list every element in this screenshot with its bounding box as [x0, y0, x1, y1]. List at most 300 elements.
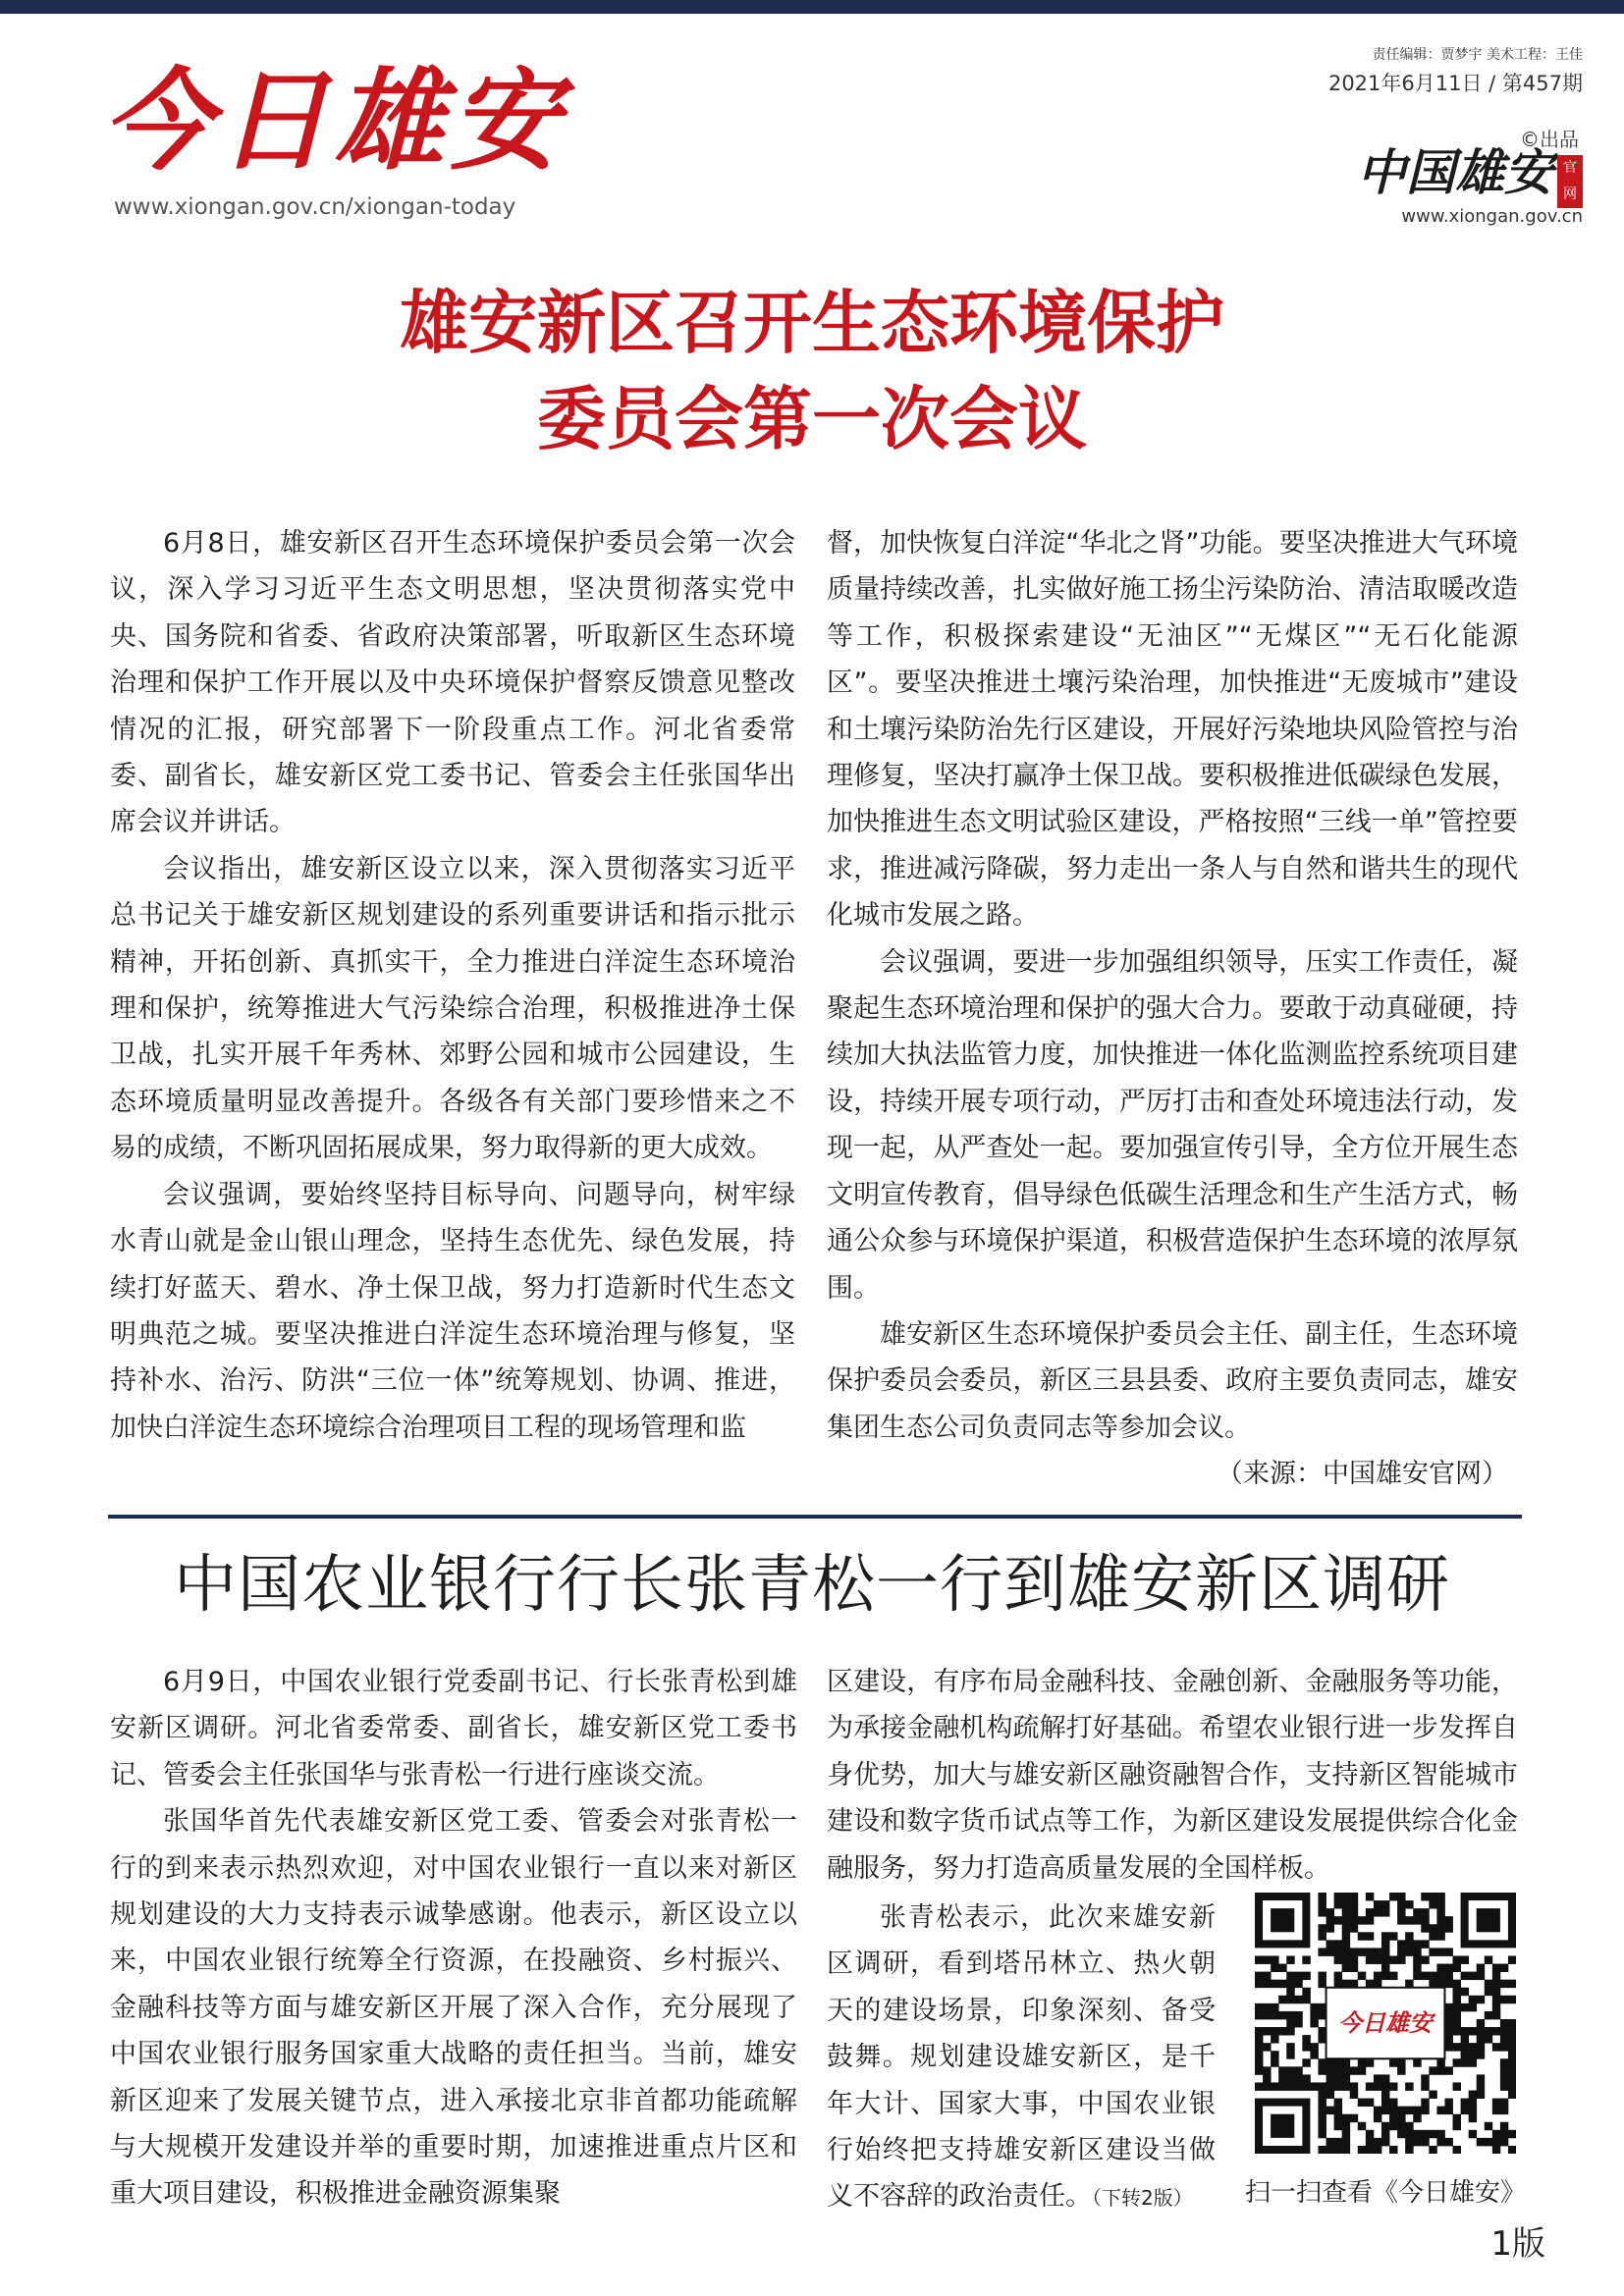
qr-module [1508, 2058, 1516, 2066]
qr-module [1405, 2130, 1413, 2138]
qr-module [1318, 2107, 1326, 2114]
qr-module [1397, 2058, 1405, 2066]
qr-module [1397, 1916, 1405, 1924]
qr-module [1413, 1940, 1421, 1948]
qr-module [1397, 2107, 1405, 2114]
qr-module [1342, 2082, 1350, 2090]
qr-module [1318, 2130, 1326, 2138]
qr-module [1255, 2082, 1263, 2090]
qr-module [1508, 2091, 1516, 2099]
qr-module [1286, 1980, 1294, 1988]
qr-module [1358, 2058, 1366, 2066]
qr-module [1302, 1988, 1310, 1996]
qr-module [1492, 2027, 1500, 2035]
qr-module [1350, 1955, 1358, 1963]
qr-module [1461, 2035, 1469, 2043]
qr-module [1366, 1932, 1374, 1940]
qr-module [1477, 2027, 1485, 2035]
qr-module [1429, 1948, 1436, 1955]
qr-module [1469, 2091, 1477, 2099]
qr-module [1477, 2138, 1485, 2146]
qr-module [1477, 1972, 1485, 1980]
qr-module [1271, 2035, 1278, 2043]
qr-module [1469, 2027, 1477, 2035]
article1-continuation: 督，加快恢复白洋淀“华北之肾”功能。要坚决推进大气环境质量持续改善，扎实做好施工扬尘污染防治、清洁取暖改造等工作，积极探索建设“无油区”“无煤区”“无石化能源区”。要坚决推进土壤污染治理，加快推进“无废城市”建设和土壤污染防治先行区建设，开展好污染地块风险管控与治理修复，坚决打赢净土保卫战。要积极推进低碳绿色发展，加快推进生态文明试验区建设，严格按照“三线一单”管控要求，推进减污降碳，努力走出一条人与自然和谐共生的现代化城市发展之路。 [827, 528, 1518, 932]
qr-module [1374, 2082, 1381, 2090]
qr-module [1413, 2058, 1421, 2066]
qr-module [1278, 1996, 1286, 2003]
qr-module [1381, 1900, 1389, 1908]
qr-module [1453, 1996, 1461, 2003]
qr-module [1421, 2099, 1429, 2107]
qr-module [1436, 2058, 1444, 2066]
qr-module [1318, 2066, 1326, 2074]
qr-module [1263, 2074, 1271, 2082]
qr-module [1492, 2011, 1500, 2019]
qr-module [1358, 2099, 1366, 2107]
qr-module [1444, 2027, 1452, 2035]
qr-module [1302, 2074, 1310, 2082]
qr-module [1326, 1916, 1334, 1924]
qr-module [1278, 2066, 1286, 2074]
qr-module [1485, 2011, 1492, 2019]
qr-module [1492, 2138, 1500, 2146]
article2-headline: 中国农业银行行长张青松一行到雄安新区调研 [174, 1549, 1450, 1622]
qr-module [1477, 2074, 1485, 2082]
qr-module [1485, 1988, 1492, 1996]
qr-module [1508, 2146, 1516, 2154]
qr-module [1405, 1948, 1413, 1955]
qr-module [1500, 2058, 1508, 2066]
qr-module [1342, 1940, 1350, 1948]
qr-module [1508, 2051, 1516, 2058]
qr-module [1342, 1893, 1350, 1900]
qr-module [1477, 2051, 1485, 2058]
publisher-url[interactable]: www.xiongan.gov.cn [1401, 206, 1583, 227]
qr-module [1492, 2130, 1500, 2138]
qr-module [1263, 1972, 1271, 1980]
qr-module [1508, 2074, 1516, 2082]
qr-module [1350, 2091, 1358, 2099]
qr-module [1397, 1908, 1405, 1916]
qr-module [1255, 2011, 1263, 2019]
qr-module [1500, 1964, 1508, 1972]
qr-module [1381, 2107, 1389, 2114]
masthead-url[interactable]: www.xiongan.gov.cn/xiongan-today [114, 194, 516, 220]
qr-module [1397, 1893, 1405, 1900]
qr-module [1429, 1932, 1436, 1940]
qr-module [1444, 2138, 1452, 2146]
article1-paragraph: 雄安新区生态环境保护委员会主任、副主任，生态环境保护委员会委员，新区三县县委、政府主要负责同志，雄安集团生态公司负责同志等参加会议。 [827, 1318, 1518, 1443]
qr-module [1461, 2051, 1469, 2058]
article2-right-narrow-column [827, 1895, 1216, 2222]
qr-module [1350, 1900, 1358, 1908]
qr-module [1508, 2066, 1516, 2074]
qr-module [1342, 2066, 1350, 2074]
qr-module [1358, 2066, 1366, 2074]
qr-module [1469, 2099, 1477, 2107]
qr-module [1461, 1972, 1469, 1980]
qr-module [1485, 2138, 1492, 2146]
article2-paragraph: 6月9日，中国农业银行党委副书记、行长张青松到雄安新区调研。河北省委常委、副省长，雄安新区党工委书记、管委会主任张国华与张青松一行进行座谈交流。 [110, 1667, 797, 1790]
qr-module [1500, 2122, 1508, 2130]
qr-module [1286, 1972, 1294, 1980]
qr-module [1366, 2130, 1374, 2138]
qr-module [1381, 1908, 1389, 1916]
qr-module [1381, 2082, 1389, 2090]
qr-module [1310, 2011, 1318, 2019]
qr-module [1461, 1988, 1469, 1996]
qr-module [1453, 2114, 1461, 2122]
qr-module [1374, 1972, 1381, 1980]
qr-module [1453, 2043, 1461, 2051]
qr-module [1485, 1980, 1492, 1988]
qr-module [1436, 1948, 1444, 1955]
qr-module [1302, 2043, 1310, 2051]
qr-module [1334, 1900, 1342, 1908]
qr-module [1271, 2082, 1278, 2090]
qr-module [1374, 2074, 1381, 2082]
qr-module [1381, 1972, 1389, 1980]
qr-module [1350, 2066, 1358, 2074]
qr-module [1453, 2011, 1461, 2019]
qr-module [1413, 2107, 1421, 2114]
issue-meta [1328, 45, 1583, 98]
qr-module [1381, 1948, 1389, 1955]
qr-module [1477, 2043, 1485, 2051]
qr-module [1342, 2114, 1350, 2122]
top-bar [0, 0, 1624, 14]
qr-module [1389, 2058, 1397, 2066]
qr-module [1366, 2099, 1374, 2107]
qr-module [1429, 2091, 1436, 2099]
qr-module [1500, 1996, 1508, 2003]
qr-module [1500, 2035, 1508, 2043]
qr-code[interactable] [1255, 1893, 1516, 2154]
qr-module [1310, 2003, 1318, 2011]
qr-module [1271, 1980, 1278, 1988]
article2-paragraph [827, 1895, 1216, 2222]
qr-module [1397, 2114, 1405, 2122]
article1-source: （来源：中国雄安官网） [1217, 1459, 1508, 1490]
qr-module [1429, 1972, 1436, 1980]
qr-module [1381, 2091, 1389, 2099]
qr-module [1334, 1955, 1342, 1963]
qr-module [1310, 2043, 1318, 2051]
qr-module [1255, 1980, 1263, 1988]
qr-module [1421, 2082, 1429, 2090]
article1-paragraph: 会议指出，雄安新区设立以来，深入贯彻落实习近平总书记关于雄安新区规划建设的系列重要讲话和指示批示精神，开拓创新、真抓实干，全力推进白洋淀生态环境治理和保护，统筹推进大气污染综合治理，积极推进净土保卫战，扎实开展千年秀林、郊野公园和城市公园建设，生态环境质量明显改善提升。各级各有关部门要珍惜来之不易的成绩，不断巩固拓展成果，努力取得新的更大成效。 [110, 853, 795, 1164]
qr-module [1342, 1900, 1350, 1908]
qr-module [1381, 1955, 1389, 1963]
qr-module [1278, 2011, 1286, 2019]
qr-module [1271, 2003, 1278, 2011]
qr-module [1342, 1908, 1350, 1916]
qr-module [1358, 1916, 1366, 1924]
qr-module [1461, 2027, 1469, 2035]
article1-paragraph: 会议强调，要进一步加强组织领导，压实工作责任，凝聚起生态环境治理和保护的强大合力。要敢于动真碰硬，持续加大执法监管力度，加快推进一体化监测监控系统项目建设，持续开展专项行动，严厉打击和查处环境违法行动，发现一起，从严查处一起。要加强宣传引导，全方位开展生态文明宣传教育，倡导绿色低碳生活理念和生产生活方式，畅通公众参与环境保护渠道，积极营造保护生态环境的浓厚氛围。 [827, 946, 1518, 1304]
qr-module [1485, 2122, 1492, 2130]
qr-module [1342, 2138, 1350, 2146]
qr-module [1302, 1996, 1310, 2003]
qr-module [1310, 2051, 1318, 2058]
qr-module [1453, 2082, 1461, 2090]
qr-module [1255, 1955, 1263, 1963]
qr-module [1389, 1955, 1397, 1963]
qr-module [1461, 2003, 1469, 2011]
qr-module [1477, 2091, 1485, 2099]
qr-module [1421, 2130, 1429, 2138]
qr-module [1397, 1955, 1405, 1963]
qr-module [1485, 1955, 1492, 1963]
qr-module [1350, 2114, 1358, 2122]
qr-module [1334, 1972, 1342, 1980]
qr-module [1350, 1948, 1358, 1955]
qr-module [1405, 2082, 1413, 2090]
qr-module [1492, 2099, 1500, 2107]
qr-module [1286, 1996, 1294, 2003]
qr-module [1334, 2066, 1342, 2074]
qr-module [1444, 1948, 1452, 1955]
qr-module [1444, 2099, 1452, 2107]
qr-module [1366, 1908, 1374, 1916]
qr-module [1508, 2130, 1516, 2138]
qr-module [1413, 1948, 1421, 1955]
article1-right-column [827, 520, 1518, 1498]
qr-module [1302, 1955, 1310, 1963]
qr-module [1318, 1924, 1326, 1932]
qr-module [1444, 1924, 1452, 1932]
qr-module [1444, 2043, 1452, 2051]
qr-module [1500, 2027, 1508, 2035]
qr-module [1334, 2107, 1342, 2114]
qr-module [1286, 2051, 1294, 2058]
qr-module [1389, 2107, 1397, 2114]
qr-module [1469, 2130, 1477, 2138]
qr-module [1477, 1996, 1485, 2003]
qr-module [1436, 1893, 1444, 1900]
qr-module [1492, 2107, 1500, 2114]
qr-module [1294, 1996, 1302, 2003]
qr-module [1492, 1988, 1500, 1996]
qr-module [1302, 1972, 1310, 1980]
qr-module [1413, 1916, 1421, 1924]
produced-by: ©出品 [1520, 128, 1579, 151]
article1-left-column [110, 520, 795, 1451]
qr-module [1334, 2082, 1342, 2090]
qr-module [1492, 2146, 1500, 2154]
qr-module [1421, 1893, 1429, 1900]
article2-paragraph-text: 张青松表示，此次来雄安新区调研，看到塔吊林立、热火朝天的建设场景，印象深刻、备受鼓舞。规划建设雄安新区，是千年大计、国家大事，中国农业银行始终把支持雄安新区建设当做义不容辞的政治责任。 [827, 1902, 1216, 2213]
qr-module [1358, 1948, 1366, 1955]
qr-module [1429, 2066, 1436, 2074]
qr-module [1334, 2114, 1342, 2122]
qr-module [1286, 2043, 1294, 2051]
qr-module [1436, 1972, 1444, 1980]
qr-module [1429, 1924, 1436, 1932]
qr-module [1271, 2011, 1278, 2019]
qr-module [1326, 2107, 1334, 2114]
qr-module [1374, 2114, 1381, 2122]
qr-module [1358, 1932, 1366, 1940]
qr-module [1397, 1940, 1405, 1948]
qr-module [1461, 2099, 1469, 2107]
qr-module [1302, 2082, 1310, 2090]
publisher-block [1327, 122, 1583, 230]
qr-module [1461, 2107, 1469, 2114]
qr-module [1413, 2130, 1421, 2138]
qr-module [1374, 1955, 1381, 1963]
qr-module [1453, 1964, 1461, 1972]
qr-module [1278, 1980, 1286, 1988]
qr-module [1405, 1932, 1413, 1940]
qr-module [1334, 1940, 1342, 1948]
qr-module [1469, 1972, 1477, 1980]
article2-continuation: 区建设，有序布局金融科技、金融创新、金融服务等功能，为承接金融机构疏解打好基础。希望农业银行进一步发挥自身优势，加大与雄安新区融资融智合作，支持新区智能城市建设和数字货币试点等工作，为新区建设发展提供综合化金融服务，努力打造高质量发展的全国样板。 [827, 1667, 1518, 1884]
qr-module [1318, 2091, 1326, 2099]
qr-module [1500, 2019, 1508, 2027]
qr-module [1318, 1893, 1326, 1900]
qr-module [1413, 1955, 1421, 1963]
qr-module [1271, 2027, 1278, 2035]
qr-module [1500, 1980, 1508, 1988]
qr-module [1397, 2066, 1405, 2074]
qr-module [1500, 2130, 1508, 2138]
qr-module [1366, 2082, 1374, 2090]
qr-module [1366, 2138, 1374, 2146]
qr-module [1381, 2099, 1389, 2107]
qr-module [1469, 1996, 1477, 2003]
qr-module [1436, 1916, 1444, 1924]
qr-module [1366, 2058, 1374, 2066]
qr-module [1342, 1948, 1350, 1955]
qr-module [1318, 2146, 1326, 2154]
qr-module [1294, 2011, 1302, 2019]
qr-module [1326, 2066, 1334, 2074]
qr-module [1389, 1893, 1397, 1900]
qr-module [1508, 1955, 1516, 1963]
qr-module [1508, 2019, 1516, 2027]
qr-module [1294, 2066, 1302, 2074]
qr-module [1350, 2082, 1358, 2090]
publisher-seal: 官网 [1557, 155, 1583, 208]
publisher-logo: 中国雄安 [1357, 143, 1553, 201]
qr-module [1366, 1893, 1374, 1900]
article1-headline-line2: 委员会第一次会议 [537, 378, 1087, 459]
article2-paragraph: 张国华首先代表雄安新区党工委、管委会对张青松一行的到来表示热烈欢迎，对中国农业银行一直以来对新区规划建设的大力支持表示诚挚感谢。他表示，新区设立以来，中国农业银行统筹全行资源，在投融资、乡村振兴、金融科技等方面与雄安新区开展了深入合作，充分展现了中国农业银行服务国家重大战略的责任担当。当前，雄安新区迎来了发展关键节点，进入承接北京非首都功能疏解与大规模开发建设并举的重要时期，加速推进重点片区和重大项目建设，积极推进金融资源集聚 [110, 1806, 797, 2210]
qr-finder-pattern [1271, 1908, 1294, 1932]
qr-module [1444, 2019, 1452, 2027]
qr-module [1421, 2074, 1429, 2082]
qr-module [1500, 2082, 1508, 2090]
qr-code-image [1255, 1893, 1516, 2154]
qr-module [1326, 2058, 1334, 2066]
qr-module [1318, 1908, 1326, 1916]
qr-module [1342, 2122, 1350, 2130]
qr-module [1444, 1980, 1452, 1988]
qr-module [1421, 1955, 1429, 1963]
qr-module [1255, 2051, 1263, 2058]
qr-module [1263, 2027, 1271, 2035]
qr-module [1294, 2019, 1302, 2027]
qr-module [1310, 2082, 1318, 2090]
qr-module [1286, 2074, 1294, 2082]
qr-module [1405, 1916, 1413, 1924]
qr-module [1381, 2130, 1389, 2138]
qr-module [1294, 1972, 1302, 1980]
qr-module [1436, 1908, 1444, 1916]
qr-finder-pattern [1271, 2114, 1294, 2138]
editor-credits: 责任编辑：贾梦宇 美术工程：王佳 [1372, 47, 1583, 63]
qr-module [1342, 1964, 1350, 1972]
qr-module [1413, 2138, 1421, 2146]
article1-headline [0, 275, 1624, 467]
qr-module [1397, 2130, 1405, 2138]
qr-module [1255, 2043, 1263, 2051]
qr-module [1255, 2027, 1263, 2035]
article1-paragraph: 6月8日，雄安新区召开生态环境保护委员会第一次会议，深入学习习近平生态文明思想，坚决贯彻落实党中央、国务院和省委、省政府决策部署，听取新区生态环境治理和保护工作开展以及中央环境保护督察反馈意见整改情况的汇报，研究部署下一阶段重点工作。河北省委常委、副省长，雄安新区党工委书记、管委会主任张国华出席会议并讲话。 [110, 528, 795, 838]
qr-module [1492, 1996, 1500, 2003]
qr-module [1485, 2035, 1492, 2043]
qr-module [1374, 1908, 1381, 1916]
qr-module [1358, 1972, 1366, 1980]
qr-module [1286, 2019, 1294, 2027]
qr-module [1389, 1932, 1397, 1940]
qr-module [1405, 1940, 1413, 1948]
qr-module [1453, 2027, 1461, 2035]
qr-module [1444, 2107, 1452, 2114]
qr-module [1421, 1972, 1429, 1980]
qr-module [1405, 2122, 1413, 2130]
qr-module [1421, 2107, 1429, 2114]
qr-module [1294, 2082, 1302, 2090]
qr-module [1444, 1964, 1452, 1972]
qr-module [1405, 1900, 1413, 1908]
qr-module [1342, 2058, 1350, 2066]
qr-module [1342, 2146, 1350, 2154]
qr-module [1326, 2082, 1334, 2090]
qr-finder-pattern [1477, 1908, 1500, 1932]
qr-module [1318, 2114, 1326, 2122]
qr-module [1453, 2146, 1461, 2154]
qr-module [1444, 1972, 1452, 1980]
qr-module [1374, 1900, 1381, 1908]
qr-module [1278, 2082, 1286, 2090]
qr-module [1294, 2074, 1302, 2082]
qr-module [1469, 2107, 1477, 2114]
qr-module [1477, 2082, 1485, 2090]
qr-module [1342, 1955, 1350, 1963]
qr-module [1477, 1964, 1485, 1972]
qr-module [1286, 2011, 1294, 2019]
qr-module [1342, 1916, 1350, 1924]
qr-module [1405, 2138, 1413, 2146]
qr-module [1381, 1932, 1389, 1940]
qr-module [1436, 1964, 1444, 1972]
qr-module [1477, 2019, 1485, 2027]
qr-module [1436, 2107, 1444, 2114]
qr-module [1374, 1948, 1381, 1955]
qr-module [1436, 2066, 1444, 2074]
qr-module [1310, 2019, 1318, 2027]
qr-module [1421, 2138, 1429, 2146]
qr-module [1381, 1940, 1389, 1948]
continued-on-page-2[interactable]: （下转2版） [1092, 2186, 1193, 2211]
qr-module [1271, 2051, 1278, 2058]
qr-module [1413, 1908, 1421, 1916]
qr-module [1350, 1893, 1358, 1900]
qr-module [1381, 2138, 1389, 2146]
